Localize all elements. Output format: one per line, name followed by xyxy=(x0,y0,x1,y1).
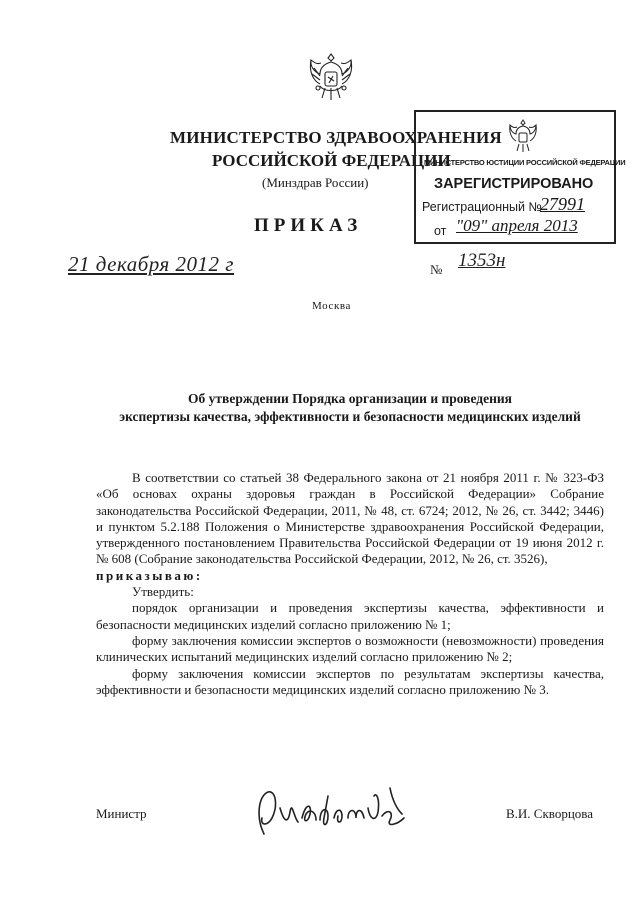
handwritten-date: 21 декабря 2012 г xyxy=(68,252,234,276)
ministry-short-name: (Минздрав России) xyxy=(262,175,369,190)
document-type: ПРИКАЗ xyxy=(254,215,363,236)
document-body xyxy=(96,470,604,698)
city: Москва xyxy=(312,300,352,312)
number-label: № xyxy=(430,262,443,277)
signer-position: Министр xyxy=(96,806,147,821)
item-3: форму заключения комиссии экспертов по результатам экспертизы качества, эффективности и безопасности медицинских изделий согласно приложению № 3. xyxy=(96,665,604,697)
ministry-name-line2: РОССИЙСКОЙ ФЕДЕРАЦИИ xyxy=(212,151,451,170)
stamp-registered: ЗАРЕГИСТРИРОВАНО xyxy=(434,176,594,192)
stamp-reg-number: 27991 xyxy=(540,194,585,214)
title-line2: экспертизы качества, эффективности и безопасности медицинских изделий xyxy=(119,409,581,424)
document-title xyxy=(60,390,640,426)
stamp-organization: МИНИСТЕРСТВО ЮСТИЦИИ РОССИЙСКОЙ ФЕДЕРАЦИИ xyxy=(424,158,626,167)
handwritten-signature xyxy=(250,778,420,848)
item-1: порядок организации и проведения экспертизы качества, эффективности и безопасности медицинских изделий согласно приложению № 1; xyxy=(96,600,604,632)
stamp-date-label: от xyxy=(434,224,447,238)
title-line1: Об утверждении Порядка организации и проведения xyxy=(188,391,512,406)
registration-stamp xyxy=(414,110,626,244)
approve-label: Утвердить: xyxy=(132,584,194,600)
stamp-reg-label: Регистрационный № xyxy=(422,200,542,214)
stamp-date: "09" апреля 2013 xyxy=(456,216,578,235)
preamble-paragraph: В соответствии со статьей 38 Федерального закона от 21 ноября 2011 г. № 323-ФЗ «Об основах охраны здоровья граждан в Российской Федерации» Собрание законодательства Российской Федерации, 2011, № 48, ст. 6724; 2012, № 26, ст. 3442; 3446) и пунктом 5.2.188 Положения о Министерстве здравоохранения Российской Федерации, утвержденного постановлением Правительства Российской Федерации от 19 июня 2012 г. № 608 (Собрание законодательства Российской Федерации, 2012, № 26, ст. 3526), xyxy=(96,470,604,567)
order-word: приказываю: xyxy=(96,567,203,583)
coat-of-arms-emblem xyxy=(308,50,354,108)
handwritten-number: 1353н xyxy=(458,250,506,271)
ministry-name-line1: МИНИСТЕРСТВО ЗДРАВООХРАНЕНИЯ xyxy=(170,128,502,147)
stamp-emblem-icon xyxy=(508,118,538,156)
item-2: форму заключения комиссии экспертов о возможности (невозможности) проведения клинических испытаний медицинских изделий согласно приложению № 2; xyxy=(96,632,604,665)
signer-name: В.И. Скворцова xyxy=(506,806,594,821)
